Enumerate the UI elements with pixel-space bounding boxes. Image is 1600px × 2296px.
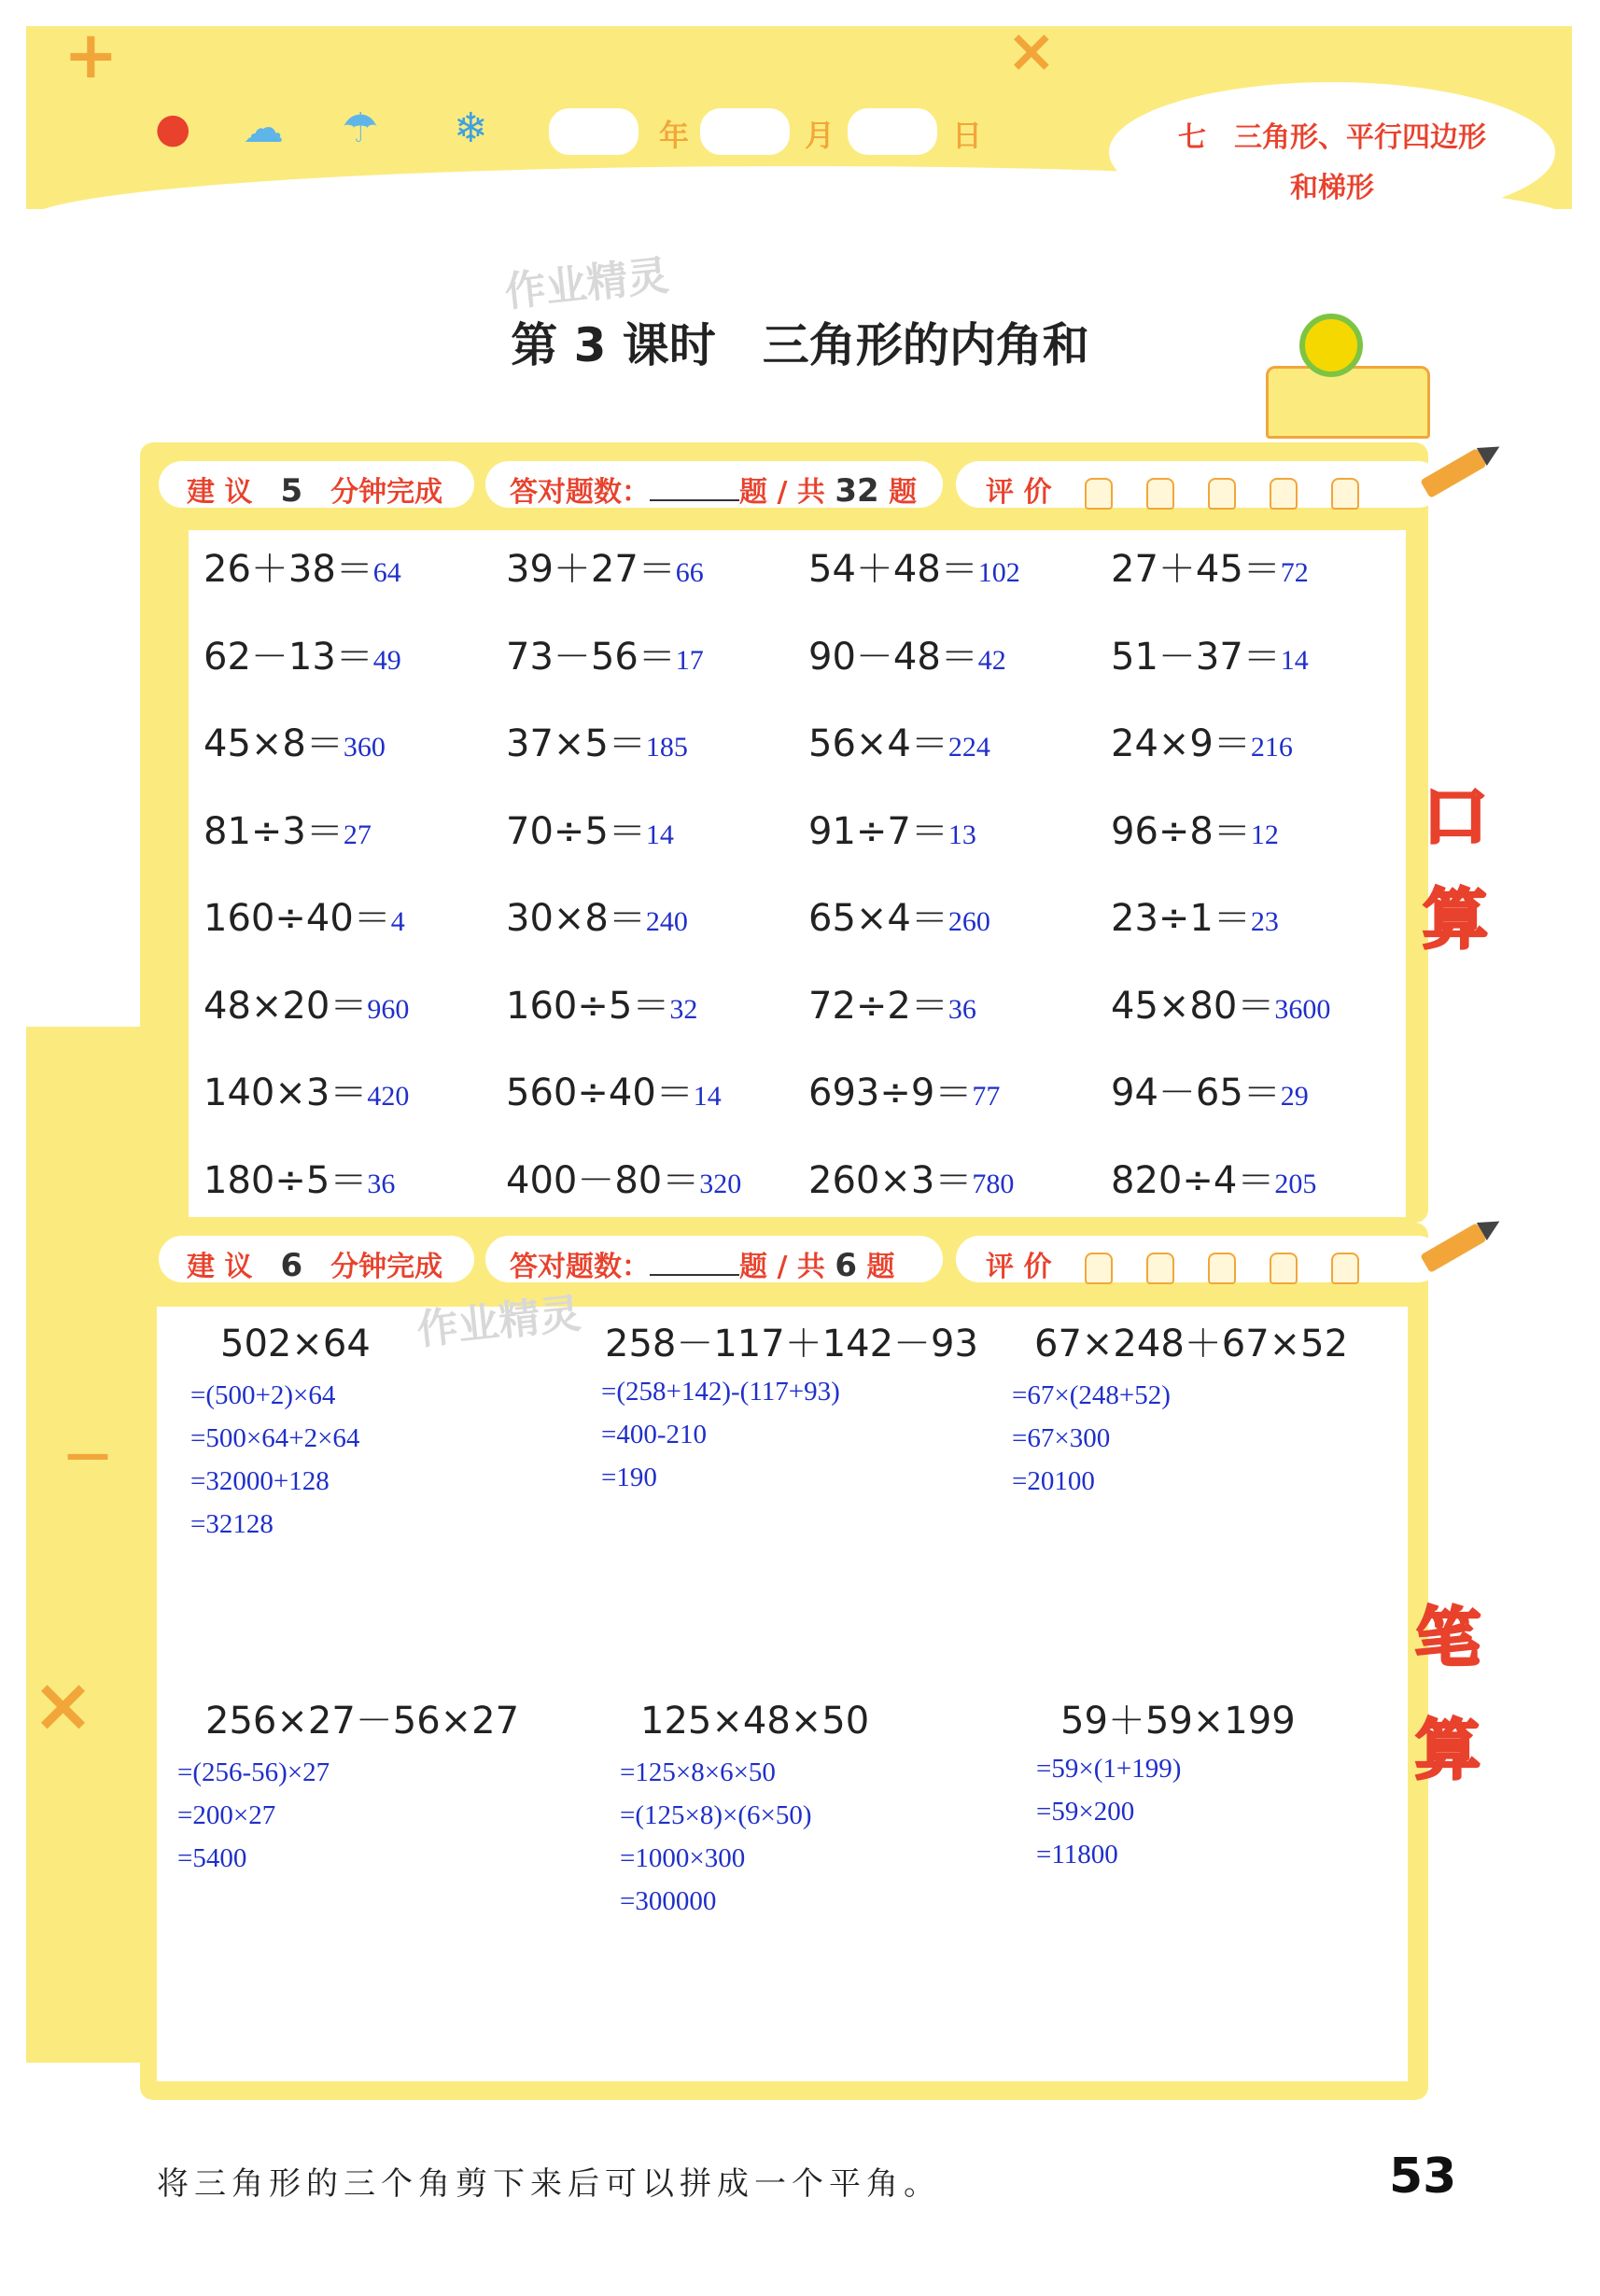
- answer-text[interactable]: 960: [367, 993, 410, 1025]
- answer-text[interactable]: 240: [645, 906, 688, 937]
- rating-label: 评 价: [986, 469, 1359, 510]
- oral-problem: [808, 1158, 1015, 1202]
- oral-problem: [506, 1071, 722, 1114]
- oral-problem: [808, 984, 976, 1028]
- page-number: 53: [1389, 2149, 1457, 2205]
- answer-text[interactable]: 360: [343, 732, 386, 763]
- solution-step: =(125×8)×(6×50): [620, 1800, 812, 1830]
- times-decoration-icon: ×: [1006, 17, 1057, 86]
- solution-step: =500×64+2×64: [190, 1423, 360, 1453]
- score-input[interactable]: [650, 475, 739, 501]
- open-book-icon: [1266, 366, 1430, 439]
- solution-steps[interactable]: [190, 1374, 359, 1546]
- solution-step: =32000+128: [190, 1466, 330, 1496]
- problem-text: 96÷8＝: [1111, 809, 1251, 853]
- problem-text: 140×3＝: [204, 1071, 368, 1114]
- oral-problem: [506, 722, 688, 765]
- answer-text[interactable]: 185: [645, 732, 688, 763]
- rating-label: 评 价: [986, 1243, 1359, 1284]
- flower-icon: [1299, 314, 1363, 377]
- answer-text[interactable]: 12: [1250, 819, 1279, 850]
- written-problem: 125×48×50: [640, 1700, 870, 1743]
- answer-text[interactable]: 72: [1280, 557, 1309, 588]
- oral-problem: [808, 635, 1006, 679]
- time-advice: 建 议 6 分钟完成: [187, 1247, 443, 1284]
- oral-problem: [204, 635, 401, 679]
- oral-problem: [1111, 722, 1293, 765]
- answer-text[interactable]: 32: [669, 993, 698, 1025]
- header-band: [26, 17, 1572, 209]
- written-problem: 256×27－56×27: [205, 1700, 520, 1743]
- thumb-icon[interactable]: [1085, 478, 1113, 510]
- thumb-icon[interactable]: [1208, 1253, 1236, 1284]
- oral-problem: [204, 897, 405, 940]
- page-title: 第 3 课时 三角形的内角和: [511, 318, 1089, 372]
- solution-step: =190: [601, 1463, 657, 1492]
- snowflake-icon: ❄: [454, 105, 488, 152]
- problem-text: 81÷3＝: [204, 809, 344, 853]
- written-problem: 59＋59×199: [1060, 1700, 1296, 1743]
- solution-step: =67×300: [1012, 1423, 1111, 1453]
- problem-text: 260×3＝: [808, 1158, 973, 1202]
- problem-text: 94－65＝: [1111, 1071, 1281, 1114]
- thumb-icon[interactable]: [1085, 1253, 1113, 1284]
- problem-text: 65×4＝: [808, 897, 948, 940]
- solution-step: =11800: [1036, 1840, 1118, 1869]
- rain-cloud-icon: ☂: [342, 105, 379, 152]
- oral-problem: [1111, 635, 1309, 679]
- answer-text[interactable]: 29: [1280, 1081, 1309, 1112]
- oral-problem: [808, 897, 990, 940]
- problem-text: 400－80＝: [506, 1158, 700, 1202]
- oral-problem: [204, 548, 401, 591]
- solution-steps[interactable]: [177, 1751, 330, 1880]
- thumb-icon[interactable]: [1146, 478, 1174, 510]
- problem-text: 51－37＝: [1111, 635, 1281, 679]
- oral-problem: [1111, 1071, 1309, 1114]
- answer-text[interactable]: 102: [977, 557, 1020, 588]
- solution-step: =(500+2)×64: [190, 1380, 336, 1410]
- oral-problem: [506, 1158, 742, 1202]
- oral-problem: [1111, 548, 1309, 591]
- oral-problem: [204, 1071, 410, 1114]
- problem-text: 48×20＝: [204, 984, 368, 1028]
- thumb-icon[interactable]: [1146, 1253, 1174, 1284]
- answer-text[interactable]: 14: [1280, 644, 1309, 676]
- problem-text: 27＋45＝: [1111, 548, 1281, 591]
- problem-text: 54＋48＝: [808, 548, 978, 591]
- thumb-icon[interactable]: [1331, 478, 1359, 510]
- score-label: 答对题数： 题 / 共 32 题: [510, 472, 918, 510]
- thumb-icon[interactable]: [1208, 478, 1236, 510]
- answer-text[interactable]: 13: [947, 819, 976, 850]
- problem-text: 56×4＝: [808, 722, 948, 765]
- oral-problem: [808, 548, 1020, 591]
- oral-problem: [1111, 984, 1331, 1028]
- solution-step: =(256-56)×27: [177, 1757, 330, 1787]
- oral-problem: [204, 809, 372, 853]
- answer-text[interactable]: 66: [675, 557, 704, 588]
- plus-decoration-icon: +: [63, 17, 119, 93]
- problem-text: 30×8＝: [506, 897, 646, 940]
- day-label: 日: [952, 118, 983, 153]
- oral-problem: [1111, 897, 1279, 940]
- oral-problem: [506, 635, 704, 679]
- answer-text[interactable]: 780: [972, 1168, 1015, 1199]
- month-input[interactable]: [700, 108, 790, 155]
- chapter-badge: [1109, 82, 1555, 222]
- thumb-icon[interactable]: [1270, 1253, 1298, 1284]
- problem-text: 180÷5＝: [204, 1158, 368, 1202]
- answer-text[interactable]: 77: [972, 1081, 1001, 1112]
- times-decoration-icon: ×: [32, 1661, 95, 1748]
- answer-text[interactable]: 42: [977, 644, 1006, 676]
- solution-steps[interactable]: [1036, 1747, 1181, 1876]
- time-advice: 建 议 5 分钟完成: [187, 472, 443, 510]
- problem-text: 91÷7＝: [808, 809, 948, 853]
- answer-text[interactable]: 420: [367, 1081, 410, 1112]
- solution-step: =67×(248+52): [1012, 1380, 1171, 1410]
- oral-problem: [506, 897, 688, 940]
- score-input[interactable]: [650, 1250, 739, 1276]
- oral-problem: [204, 984, 410, 1028]
- side-char-kou: 口: [1423, 778, 1488, 855]
- problem-text: 39＋27＝: [506, 548, 676, 591]
- solution-step: =(258+142)-(117+93): [601, 1377, 840, 1407]
- problem-text: 160÷40＝: [204, 897, 391, 940]
- problem-text: 73－56＝: [506, 635, 676, 679]
- solution-step: =5400: [177, 1843, 247, 1873]
- problem-text: 26＋38＝: [204, 548, 373, 591]
- answer-text[interactable]: 3600: [1274, 993, 1331, 1025]
- year-input[interactable]: [549, 108, 639, 155]
- answer-text[interactable]: 216: [1250, 732, 1293, 763]
- solution-step: =20100: [1012, 1466, 1095, 1496]
- solution-step: =1000×300: [620, 1843, 746, 1873]
- watermark: 作业精灵: [414, 1289, 583, 1355]
- oral-problem: [1111, 809, 1279, 853]
- problem-text: 62－13＝: [204, 635, 373, 679]
- answer-text[interactable]: 320: [699, 1168, 742, 1199]
- answer-text[interactable]: 205: [1274, 1168, 1317, 1199]
- problem-text: 820÷4＝: [1111, 1158, 1275, 1202]
- problem-text: 560÷40＝: [506, 1071, 694, 1114]
- solution-step: =400-210: [601, 1420, 708, 1449]
- solution-step: =32128: [190, 1509, 274, 1539]
- problem-text: 23÷1＝: [1111, 897, 1251, 940]
- problem-text: 693÷9＝: [808, 1071, 973, 1114]
- written-problem: 67×248＋67×52: [1034, 1323, 1349, 1365]
- problem-text: 90－48＝: [808, 635, 978, 679]
- answer-text[interactable]: 49: [372, 644, 401, 676]
- solution-step: =125×8×6×50: [620, 1757, 776, 1787]
- problem-text: 45×80＝: [1111, 984, 1275, 1028]
- problem-text: 24×9＝: [1111, 722, 1251, 765]
- oral-problem: [204, 1158, 396, 1202]
- day-input[interactable]: [848, 108, 937, 155]
- solution-steps[interactable]: [620, 1751, 812, 1923]
- answer-text[interactable]: 260: [947, 906, 990, 937]
- answer-text[interactable]: 23: [1250, 906, 1279, 937]
- oral-problem: [808, 722, 990, 765]
- answer-text[interactable]: 224: [947, 732, 990, 763]
- score-label: 答对题数： 题 / 共 6 题: [510, 1247, 895, 1284]
- oral-problem: [506, 809, 674, 853]
- oral-problem: [808, 1071, 1001, 1114]
- solution-steps[interactable]: [1012, 1374, 1171, 1503]
- answer-text[interactable]: 14: [693, 1081, 722, 1112]
- thumb-icon[interactable]: [1331, 1253, 1359, 1284]
- month-label: 月: [805, 118, 835, 153]
- answer-text[interactable]: 4: [390, 906, 405, 937]
- answer-text[interactable]: 36: [367, 1168, 396, 1199]
- chapter-title: 七 三角形、平行四边形: [1178, 121, 1486, 154]
- watermark: 作业精灵: [502, 251, 671, 317]
- oral-problem: [1111, 1158, 1317, 1202]
- answer-text[interactable]: 14: [645, 819, 674, 850]
- solution-step: =59×200: [1036, 1797, 1135, 1827]
- side-char-suan: 算: [1423, 881, 1488, 958]
- written-problem: 502×64: [220, 1323, 371, 1365]
- problem-text: 72÷2＝: [808, 984, 948, 1028]
- problem-text: 45×8＝: [204, 722, 344, 765]
- oral-problem: [808, 809, 976, 853]
- oral-problem: [506, 984, 698, 1028]
- solution-steps[interactable]: [601, 1370, 840, 1499]
- sun-cloud-icon: ☁: [243, 105, 284, 152]
- side-char-bi: 笔: [1415, 1600, 1481, 1676]
- answer-text[interactable]: 27: [343, 819, 372, 850]
- footer-note: 将三角形的三个角剪下来后可以拼成一个平角。: [157, 2165, 941, 2203]
- oral-problem: [204, 722, 386, 765]
- answer-text[interactable]: 17: [675, 644, 704, 676]
- chapter-title-cont: 和梯形: [1290, 172, 1374, 204]
- thumb-icon[interactable]: [1270, 478, 1298, 510]
- written-problem: 258－117＋142－93: [605, 1323, 978, 1365]
- year-label: 年: [659, 118, 690, 153]
- solution-step: =200×27: [177, 1800, 276, 1830]
- answer-text[interactable]: 64: [372, 557, 401, 588]
- problem-text: 70÷5＝: [506, 809, 646, 853]
- answer-text[interactable]: 36: [947, 993, 976, 1025]
- solution-step: =300000: [620, 1886, 717, 1916]
- sun-icon: ●: [155, 105, 191, 152]
- solution-step: =59×(1+199): [1036, 1754, 1182, 1784]
- problem-text: 160÷5＝: [506, 984, 670, 1028]
- minus-decoration-icon: —: [65, 1428, 110, 1480]
- side-char-suan: 算: [1415, 1712, 1481, 1788]
- oral-problem: [506, 548, 704, 591]
- problem-text: 37×5＝: [506, 722, 646, 765]
